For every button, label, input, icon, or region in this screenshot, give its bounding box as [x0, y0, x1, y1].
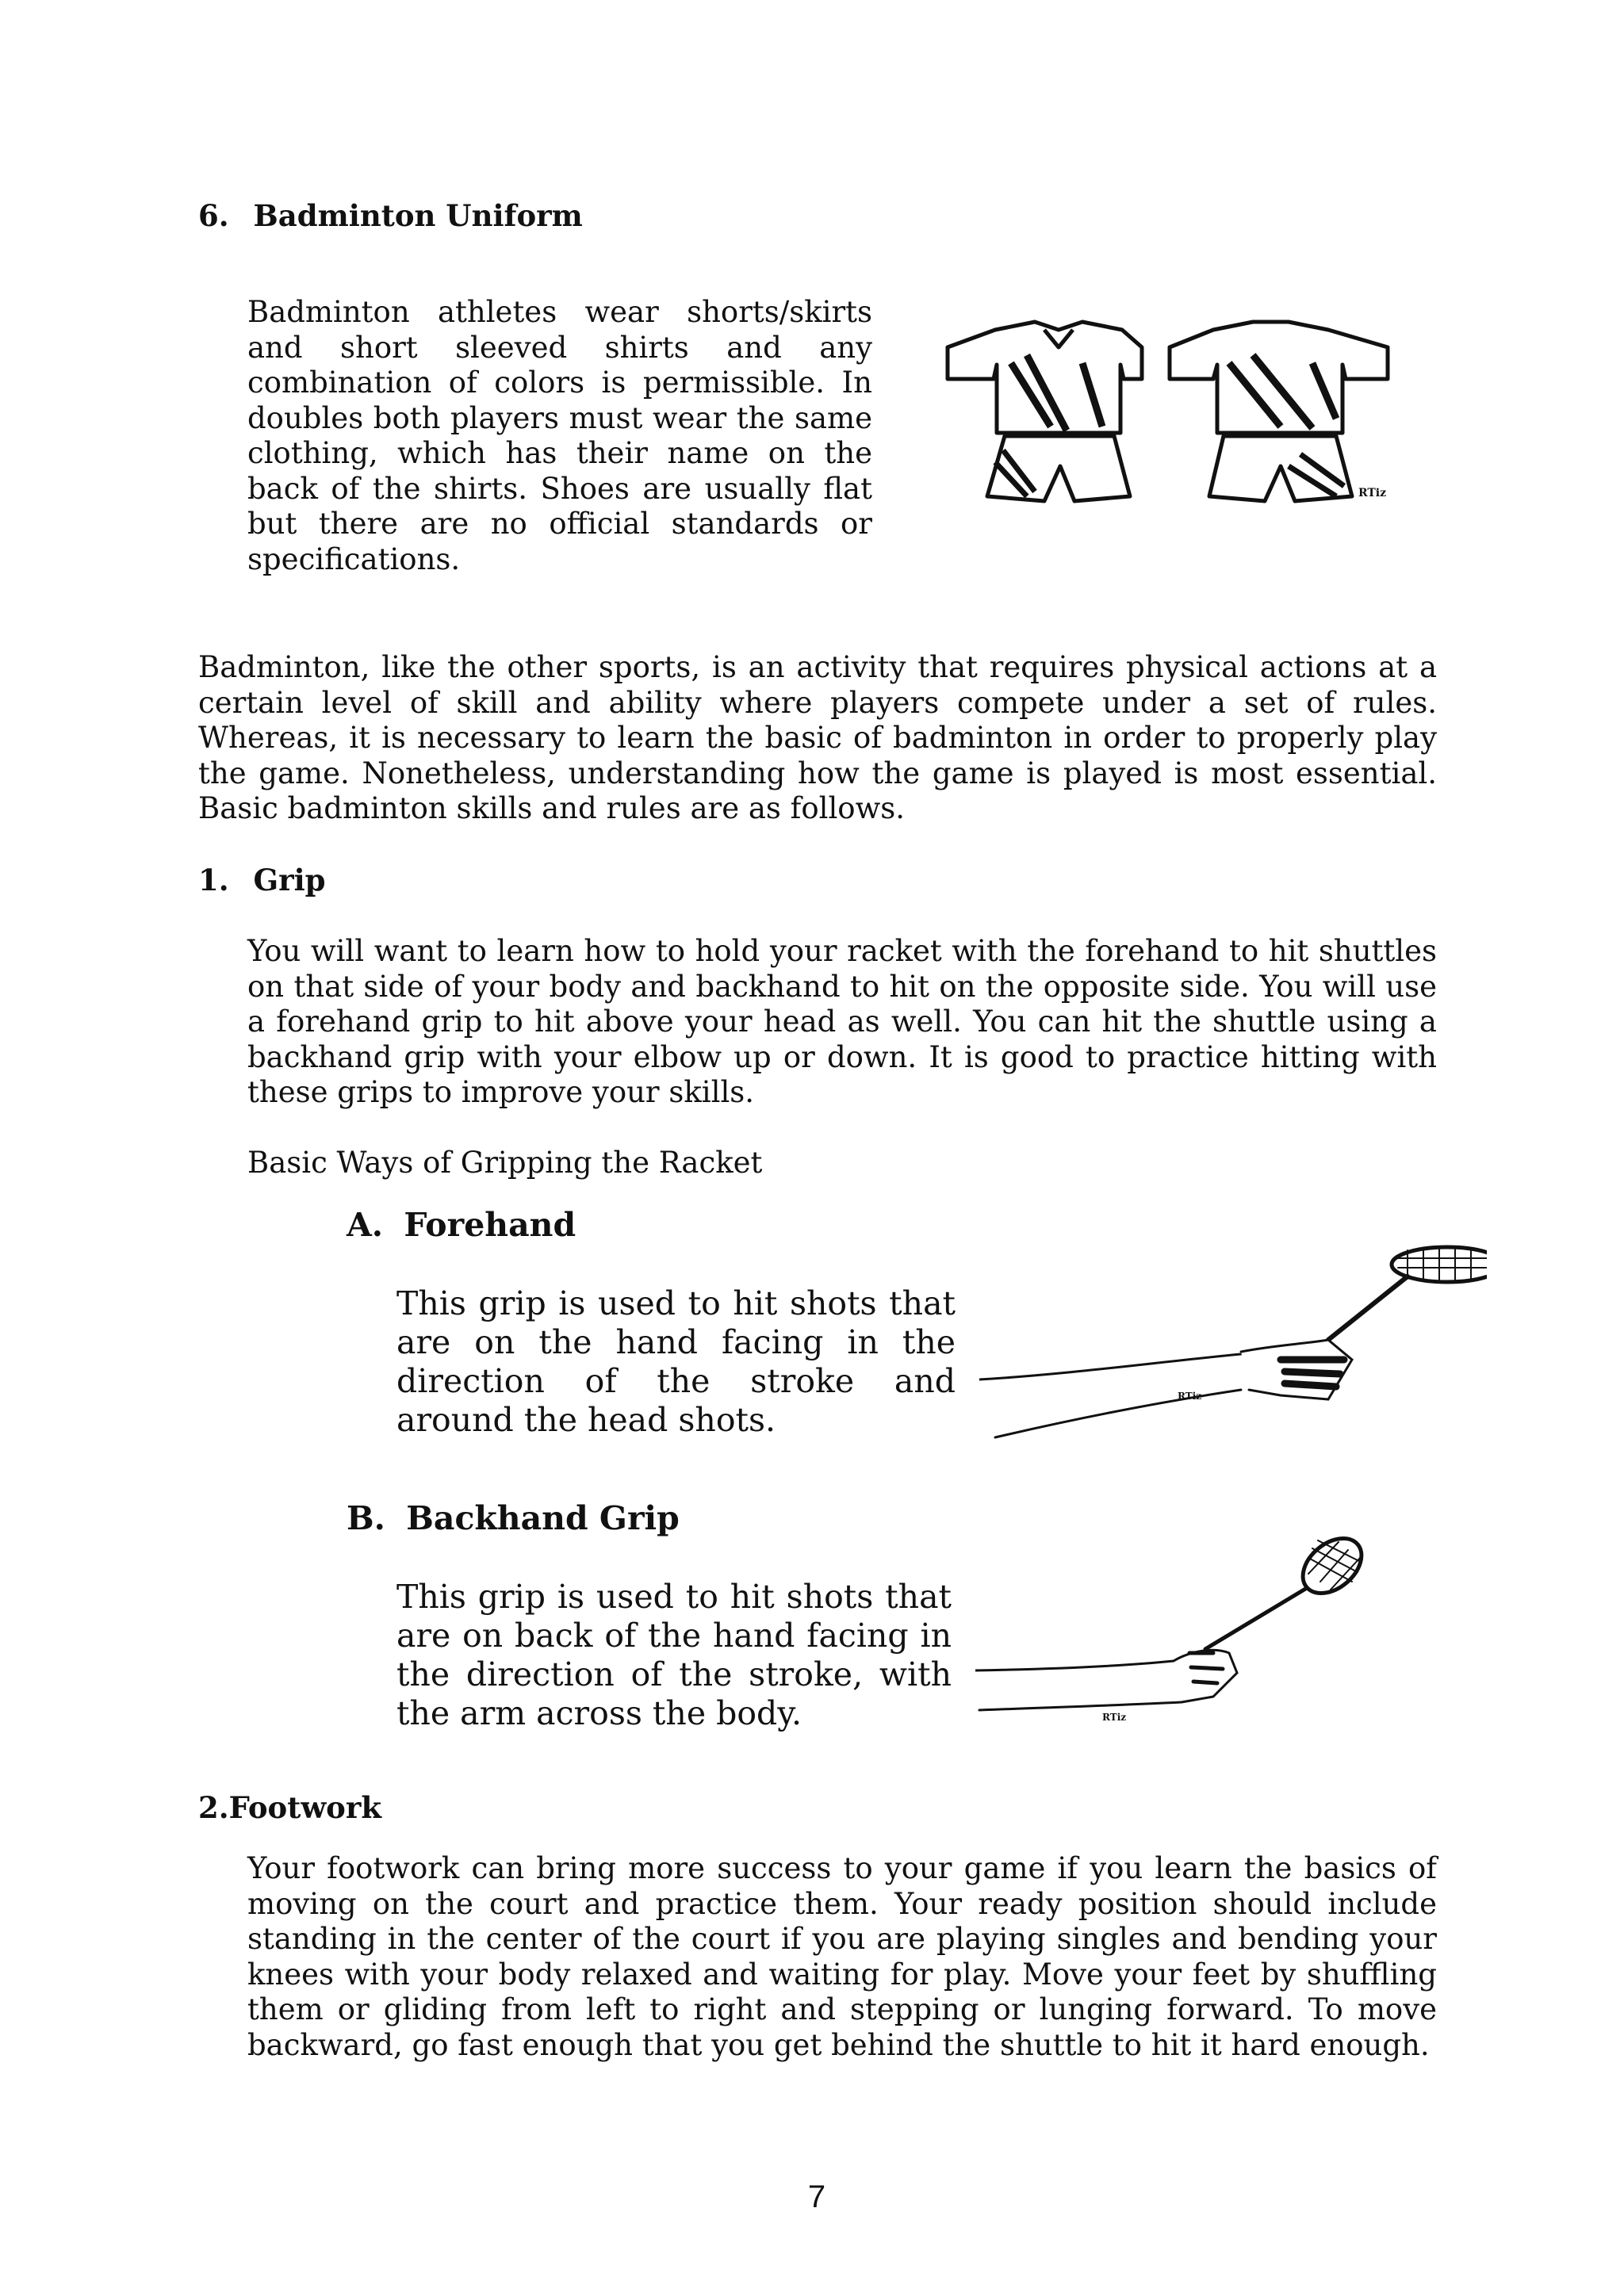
backhand-grip-hand-icon — [975, 1526, 1388, 1732]
section-heading-footwork: 2.Footwork — [198, 1790, 381, 1825]
page-number: 7 — [807, 2179, 826, 2214]
item-letter: A. — [347, 1206, 384, 1244]
illustration-signature: RTiz — [1102, 1712, 1127, 1723]
forehand-illustration — [979, 1241, 1487, 1447]
section-number: 1. — [198, 863, 229, 897]
section-title: Badminton Uniform — [253, 198, 583, 233]
item-title: Forehand — [404, 1206, 576, 1244]
section-title: Grip — [253, 863, 326, 897]
backhand-paragraph: This grip is used to hit shots that are on back of the hand facing in the direction of the stroke, with the arm across the body. — [396, 1578, 952, 1732]
forehand-heading — [347, 1205, 576, 1245]
forehand-grip-hand-icon — [979, 1241, 1487, 1447]
item-letter: B. — [347, 1499, 385, 1537]
section-number: 6. — [198, 198, 229, 233]
footwork-paragraph: Your footwork can bring more success to your game if you learn the basics of moving on the court and practice them. Your ready position should include standing in the center of the court if you are playing singles and bending your knees with your body relaxed and waiting for play. Move your feet by shuffling them or gliding from left to right and stepping or lunging forward. To move backward, go fast enough that you get behind the shuttle to hit it hard enough. — [247, 1851, 1437, 2062]
uniform-paragraph: Badminton athletes wear shorts/skirts and short sleeved shirts and any combination of colors is permissible. In doubles both players must wear the same clothing, which has their name on the back of the shirts. Shoes are usually flat but there are no official standards or specifications. — [247, 295, 872, 576]
forehand-paragraph: This grip is used to hit shots that are on the hand facing in the direction of the stroke and around the head shots. — [396, 1284, 956, 1439]
section-heading-uniform — [198, 198, 583, 233]
section-heading-grip — [198, 863, 326, 897]
illustration-signature: RTiz — [1178, 1391, 1202, 1402]
grip-subheading: Basic Ways of Gripping the Racket — [247, 1146, 763, 1180]
intro-paragraph: Badminton, like the other sports, is an activity that requires physical actions at a certain level of skill and ability where players compete under a set of rules. Whereas, it is necessary to learn the basic of badminton in order to properly play the game. Nonetheless, understanding how the game is played is most essential. Basic badminton skills and rules are as follows. — [198, 650, 1437, 825]
uniform-illustration — [940, 316, 1408, 514]
grip-paragraph: You will want to learn how to hold your racket with the forehand to hit shuttles on that side of your body and backhand to hit on the opposite side. You will use a forehand grip to hit above your head as well. You can hit the shuttle using a backhand grip with your elbow up or down. It is good to practice hitting with these grips to improve your skills. — [247, 934, 1437, 1109]
illustration-signature: RTiz — [1358, 487, 1387, 499]
uniform-shirt-shorts-icon — [940, 316, 1408, 514]
backhand-heading — [347, 1498, 680, 1538]
item-title: Backhand Grip — [406, 1499, 680, 1537]
backhand-illustration — [975, 1526, 1388, 1732]
